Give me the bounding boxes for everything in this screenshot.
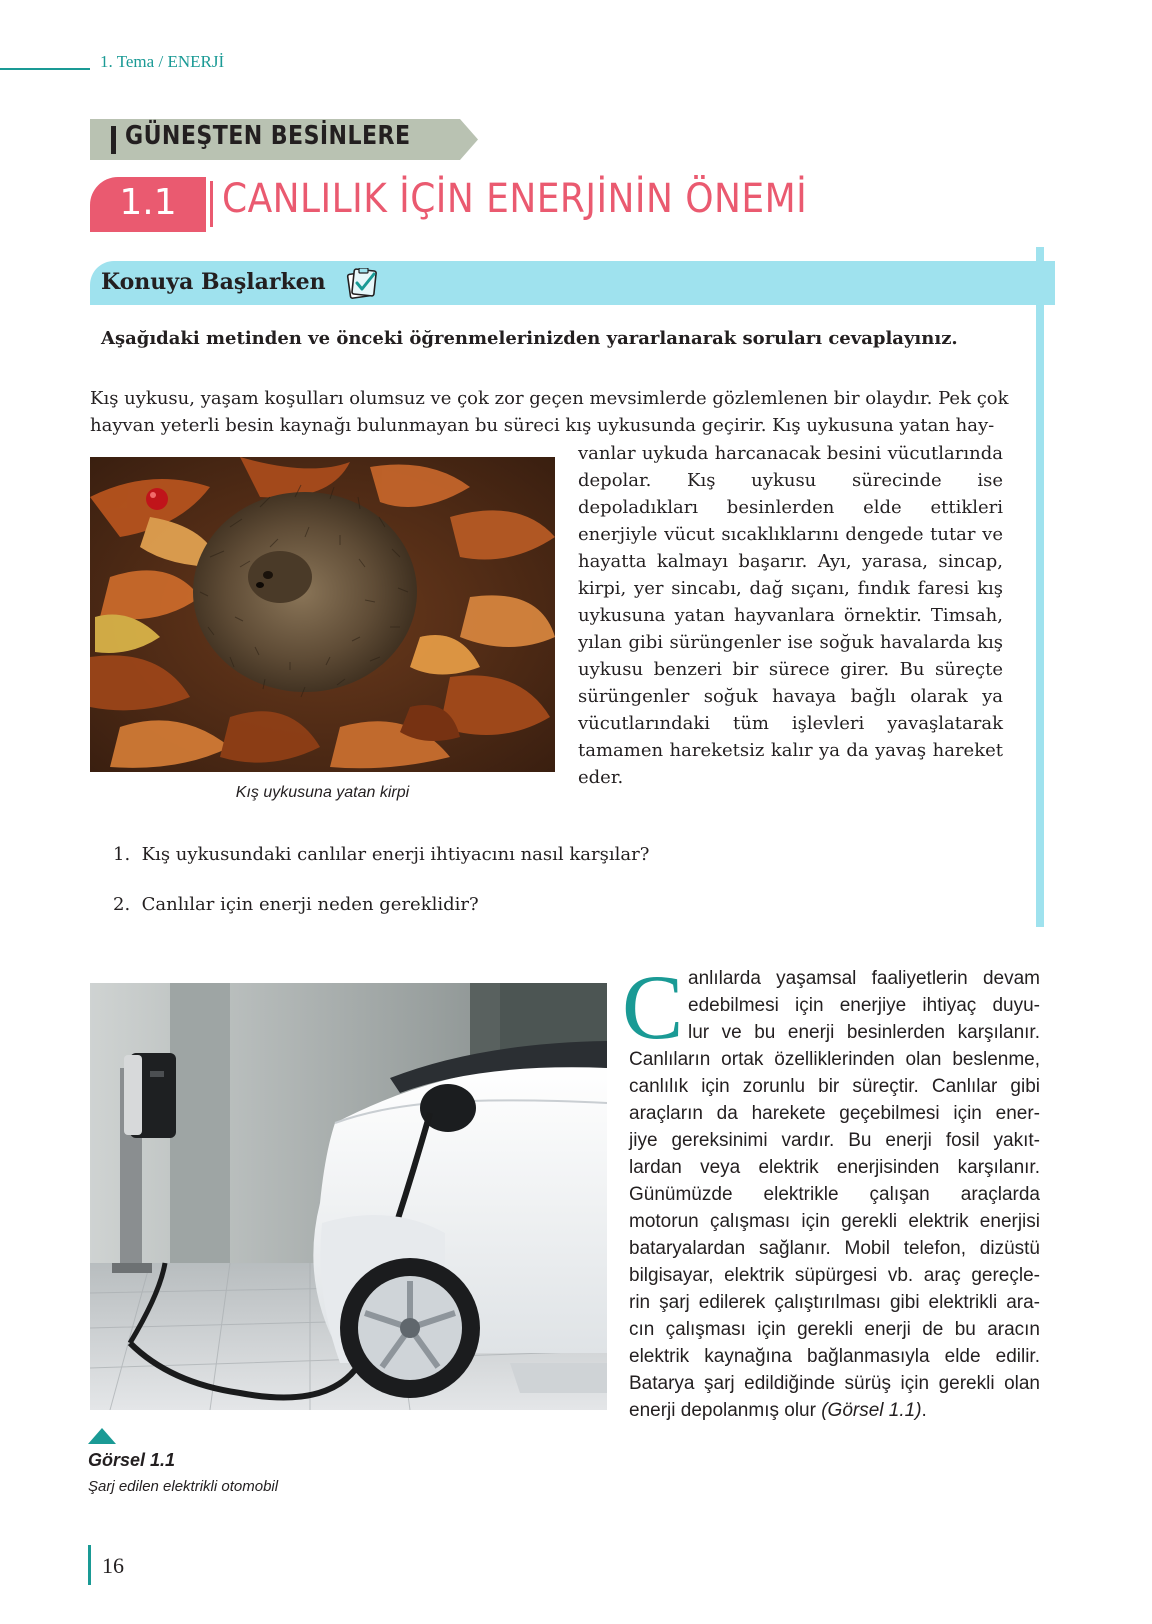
electric-car-photo	[90, 983, 607, 1410]
energy-line: canlılık için zorunlu bir süreçtir. Canlılar gibi	[629, 1076, 1040, 1097]
question-2-text: Canlılar için enerji neden gereklidir?	[141, 894, 479, 915]
figure-label: Görsel 1.1	[88, 1450, 176, 1470]
page-number: 16	[102, 1553, 124, 1578]
page-number-rule	[88, 1545, 91, 1585]
question-2-number: 2.	[113, 894, 131, 915]
hedgehog-caption: Kış uykusuna yatan kirpi	[235, 784, 410, 801]
theme-title: GÜNEŞTEN BESİNLERE	[125, 121, 411, 151]
electric-car-illustration	[90, 983, 607, 1410]
question-1-number: 1.	[113, 844, 131, 865]
question-2	[113, 894, 479, 915]
intro-instruction: Aşağıdaki metinden ve önceki öğrenmelerinizden yararlanarak soruları cevaplayınız.	[101, 328, 958, 349]
energy-line: araçların da harekete geçebilmesi için ener-	[629, 1103, 1040, 1124]
energy-line: lur ve bu enerji besinlerden karşılanır.	[688, 1022, 1040, 1043]
energy-line: lardan veya elektrik enerjisinden karşılanır.	[629, 1157, 1040, 1178]
energy-line: motorun çalışması için gerekli elektrik enerjisi	[629, 1211, 1040, 1232]
drop-cap: C	[622, 956, 684, 1058]
checklist-icon	[346, 268, 380, 300]
intro-side-rule	[1036, 247, 1044, 927]
question-1-text: Kış uykusundaki canlılar enerji ihtiyacını nasıl karşılar?	[141, 844, 650, 865]
theme-banner-bar	[111, 126, 116, 154]
energy-paragraph	[629, 965, 1040, 1424]
energy-line: rin şarj edilerek çalıştırılması gibi elektrikli ara-	[629, 1292, 1040, 1313]
hibernation-line-1: Kış uykusu, yaşam koşulları olumsuz ve çok zor geçen mevsimlerde gözlemlenen bir olaydır. Pek çok	[90, 388, 1009, 409]
figure-marker-icon	[88, 1428, 116, 1444]
hibernation-text-top	[90, 385, 1009, 439]
figure-reference: (Görsel 1.1)	[821, 1400, 922, 1421]
energy-line: anlılarda yaşamsal faaliyetlerin devam	[688, 968, 1040, 989]
energy-line: bilgisayar, elektrik süpürgesi vb. araç gereçle-	[629, 1265, 1040, 1286]
energy-line: Batarya şarj edildiğinde sürüş için gerekli olan	[629, 1373, 1040, 1394]
question-1	[113, 844, 649, 865]
breadcrumb: 1. Tema / ENERJİ	[100, 52, 225, 71]
section-number: 1.1	[119, 182, 177, 223]
energy-line: edebilmesi için enerjiye ihtiyaç duyu-	[688, 995, 1040, 1016]
energy-line: Günümüzde elektrikle çalışan araçlarda	[629, 1184, 1040, 1205]
energy-last-text: enerji depolanmış olur	[629, 1400, 822, 1421]
energy-line: Canlıların ortak özelliklerinden olan beslenme,	[629, 1049, 1040, 1070]
section-title: CANLILIK İÇİN ENERJİNİN ÖNEMİ	[222, 176, 808, 222]
energy-line: jiye gereksinimi vardır. Bu enerji fosil yakıt-	[629, 1130, 1040, 1151]
energy-line: cın çalışması için gerekli enerji de bu aracın	[629, 1319, 1040, 1340]
section-divider	[210, 181, 213, 227]
energy-line: elektrik kaynağına bağlanmasıyla elde edilir.	[629, 1346, 1040, 1367]
header-rule	[0, 68, 90, 70]
energy-period: .	[921, 1400, 927, 1421]
figure-caption: Şarj edilen elektrikli otomobil	[88, 1478, 279, 1495]
energy-last-line	[629, 1397, 1040, 1424]
hedgehog-photo	[90, 457, 555, 772]
intro-title: Konuya Başlarken	[101, 269, 326, 295]
hibernation-line-2: hayvan yeterli besin kaynağı bulunmayan bu süreci kış uykusunda geçirir. Kış uykusuna yatan hay-	[90, 415, 995, 436]
hibernation-text-body: vanlar uykuda harcanacak besini vücutlarında depolar. Kış uykusu sürecinde ise depoladıkları besinlerden elde ettikleri enerjiyle vücut sıcaklıklarını dengede tutar ve hayatta kalmayı başarır. Ayı, yarasa, sincap, kirpi, yer sincabı, dağ sıçanı, fındık faresi kış uykusuna yatan hayvanlara örnektir. Timsah, yılan gibi sürüngenler ise soğuk havalarda kış uykusu benzeri bir sürece girer. Bu süreçte sürüngenler soğuk havaya bağlı olarak ya vücutlarındaki tüm işlevleri yavaşlatarak tamamen hareketsiz kalır ya da yavaş hareket eder.	[578, 443, 1003, 788]
hedgehog-illustration	[90, 457, 555, 772]
energy-line: bataryalardan sağlanır. Mobil telefon, dizüstü	[629, 1238, 1040, 1259]
